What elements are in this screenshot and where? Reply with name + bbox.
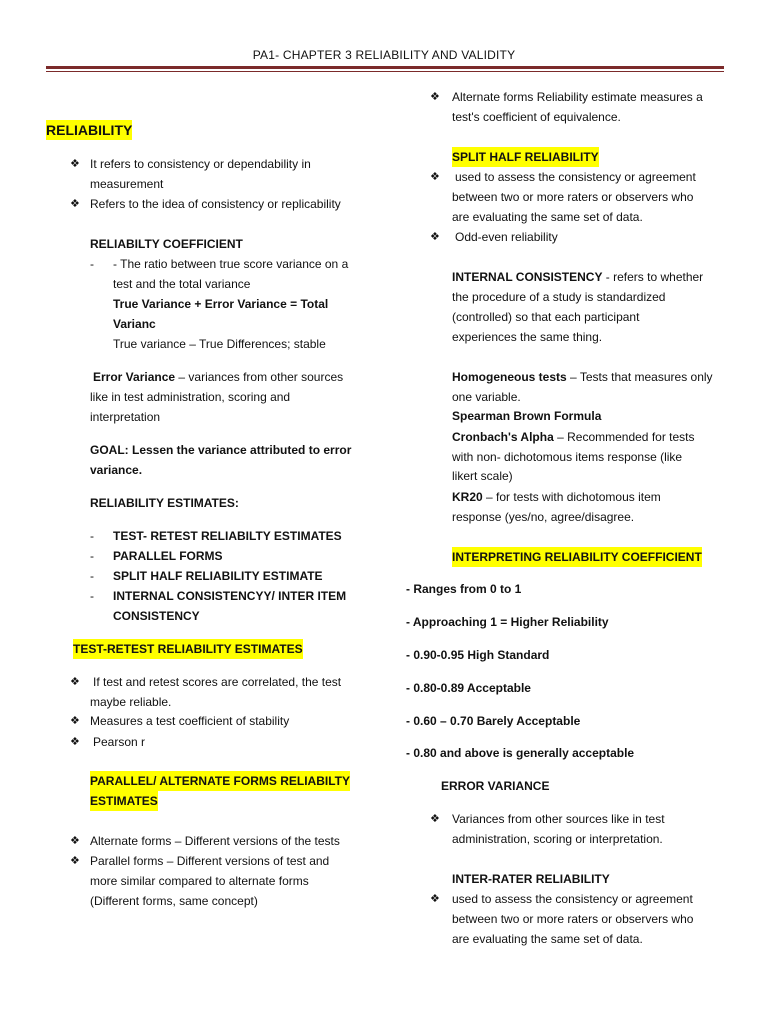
split-half-heading: SPLIT HALF RELIABILITY <box>452 147 599 167</box>
body-text: the procedure of a study is standardized <box>452 290 666 304</box>
formula-text: True Variance + Error Variance = Total <box>113 297 329 311</box>
error-variance-heading: ERROR VARIANCE <box>441 779 550 793</box>
body-text: experiences the same thing. <box>452 330 603 344</box>
coefficient-heading: RELIABILTY COEFFICIENT <box>90 237 243 251</box>
bullet-text: Refers to the idea of consistency or replicability <box>90 197 341 211</box>
body-text: likert scale) <box>452 469 513 483</box>
bullet-text: Parallel forms – Different versions of test and <box>90 854 330 868</box>
inter-rater-heading: INTER-RATER RELIABILITY <box>452 872 610 886</box>
bullet-icon: ❖ <box>70 676 80 688</box>
estimate-item: INTERNAL CONSISTENCYY/ INTER ITEM <box>113 589 347 603</box>
term-rest: – Tests that measures only <box>566 370 713 384</box>
bullet-text: Pearson r <box>93 735 146 749</box>
bullet-icon: ❖ <box>70 198 80 210</box>
bullet-text: (Different forms, same concept) <box>90 894 258 908</box>
bullet-icon: ❖ <box>430 893 440 905</box>
body-text: (controlled) so that each participant <box>452 310 640 324</box>
bullet-text: between two or more raters or observers who <box>452 190 694 204</box>
term-rest: – for tests with dichotomous item <box>482 490 661 504</box>
term-bold: Homogeneous tests <box>452 370 567 384</box>
cronbach-line <box>452 427 695 447</box>
bullet-text: Variances from other sources like in test <box>452 812 665 826</box>
kr20-line <box>452 487 661 507</box>
dash-marker: - <box>90 589 94 603</box>
bullet-text: more similar compared to alternate forms <box>90 874 309 888</box>
body-text: True variance – True Differences; stable <box>113 337 326 351</box>
interpreting-item: - Approaching 1 = Higher Reliability <box>406 615 609 629</box>
estimates-heading: RELIABILITY ESTIMATES: <box>90 496 239 510</box>
term-rest: – Recommended for tests <box>553 430 695 444</box>
homogeneous-line <box>452 367 713 387</box>
dash-marker: - <box>90 549 94 563</box>
reliability-heading: RELIABILITY <box>46 122 133 138</box>
error-variance-line <box>93 367 343 387</box>
bullet-icon: ❖ <box>430 171 440 183</box>
bullet-text: Measures a test coefficient of stability <box>90 714 290 728</box>
interpreting-item: - 0.80-0.89 Acceptable <box>406 681 531 695</box>
bullet-text: maybe reliable. <box>90 695 172 709</box>
dash-marker: - <box>90 257 94 271</box>
body-text: test and the total variance <box>113 277 251 291</box>
term-bold: KR20 <box>452 490 483 504</box>
bullet-text: Odd-even reliability <box>455 230 558 244</box>
bullet-text: It refers to consistency or dependability in <box>90 157 311 171</box>
term-rest: – variances from other sources <box>175 370 344 384</box>
bullet-icon: ❖ <box>70 158 80 170</box>
bullet-text: Alternate forms – Different versions of the tests <box>90 834 340 848</box>
estimate-item: PARALLEL FORMS <box>113 549 223 563</box>
bullet-icon: ❖ <box>430 91 440 103</box>
body-text: with non- dichotomous items response (like <box>452 450 683 464</box>
test-retest-heading: TEST-RETEST RELIABILITY ESTIMATES <box>73 639 303 659</box>
bullet-icon: ❖ <box>70 855 80 867</box>
term-bold: Error Variance <box>93 370 176 384</box>
bullet-text: between two or more raters or observers who <box>452 912 694 926</box>
interpreting-item: - 0.90-0.95 High Standard <box>406 648 550 662</box>
goal-text: GOAL: Lessen the variance attributed to error <box>90 443 352 457</box>
header-rule <box>46 66 724 69</box>
body-text: response (yes/no, agree/disagree. <box>452 510 635 524</box>
bullet-icon: ❖ <box>430 813 440 825</box>
bullet-text: are evaluating the same set of data. <box>452 932 643 946</box>
term-bold: Cronbach's Alpha <box>452 430 554 444</box>
formula-text: Varianc <box>113 317 156 331</box>
body-text: - The ratio between true score variance on a <box>113 257 349 271</box>
interpreting-item: - 0.60 – 0.70 Barely Acceptable <box>406 714 581 728</box>
goal-text: variance. <box>90 463 143 477</box>
body-text: interpretation <box>90 410 161 424</box>
bullet-text: used to assess the consistency or agreement <box>452 892 693 906</box>
estimate-item: TEST- RETEST RELIABILTY ESTIMATES <box>113 529 342 543</box>
header-rule-thin <box>46 71 724 72</box>
bullet-icon: ❖ <box>70 835 80 847</box>
body-text: like in test administration, scoring and <box>90 390 291 404</box>
term-bold: INTERNAL CONSISTENCY <box>452 270 603 284</box>
bullet-text: are evaluating the same set of data. <box>452 210 643 224</box>
parallel-heading: ESTIMATES <box>90 791 158 811</box>
page-header: PA1- CHAPTER 3 RELIABILITY AND VALIDITY <box>252 48 516 62</box>
internal-consistency-line <box>452 267 703 287</box>
bullet-text: If test and retest scores are correlated, the test <box>93 675 342 689</box>
dash-marker: - <box>90 529 94 543</box>
bullet-text: administration, scoring or interpretation. <box>452 832 663 846</box>
spearman-brown: Spearman Brown Formula <box>452 409 602 423</box>
dash-marker: - <box>90 569 94 583</box>
bullet-icon: ❖ <box>430 231 440 243</box>
bullet-text: measurement <box>90 177 164 191</box>
interpreting-heading: INTERPRETING RELIABILITY COEFFICIENT <box>452 547 702 567</box>
interpreting-item: - 0.80 and above is generally acceptable <box>406 746 635 760</box>
parallel-heading: PARALLEL/ ALTERNATE FORMS RELIABILTY <box>90 771 350 791</box>
term-rest: - refers to whether <box>602 270 704 284</box>
bullet-text: Alternate forms Reliability estimate measures a <box>452 90 703 104</box>
bullet-icon: ❖ <box>70 736 80 748</box>
interpreting-item: - Ranges from 0 to 1 <box>406 582 522 596</box>
bullet-text: used to assess the consistency or agreement <box>455 170 696 184</box>
bullet-text: test's coefficient of equivalence. <box>452 110 621 124</box>
estimate-item: CONSISTENCY <box>113 609 200 623</box>
estimate-item: SPLIT HALF RELIABILITY ESTIMATE <box>113 569 323 583</box>
bullet-icon: ❖ <box>70 715 80 727</box>
body-text: one variable. <box>452 390 521 404</box>
